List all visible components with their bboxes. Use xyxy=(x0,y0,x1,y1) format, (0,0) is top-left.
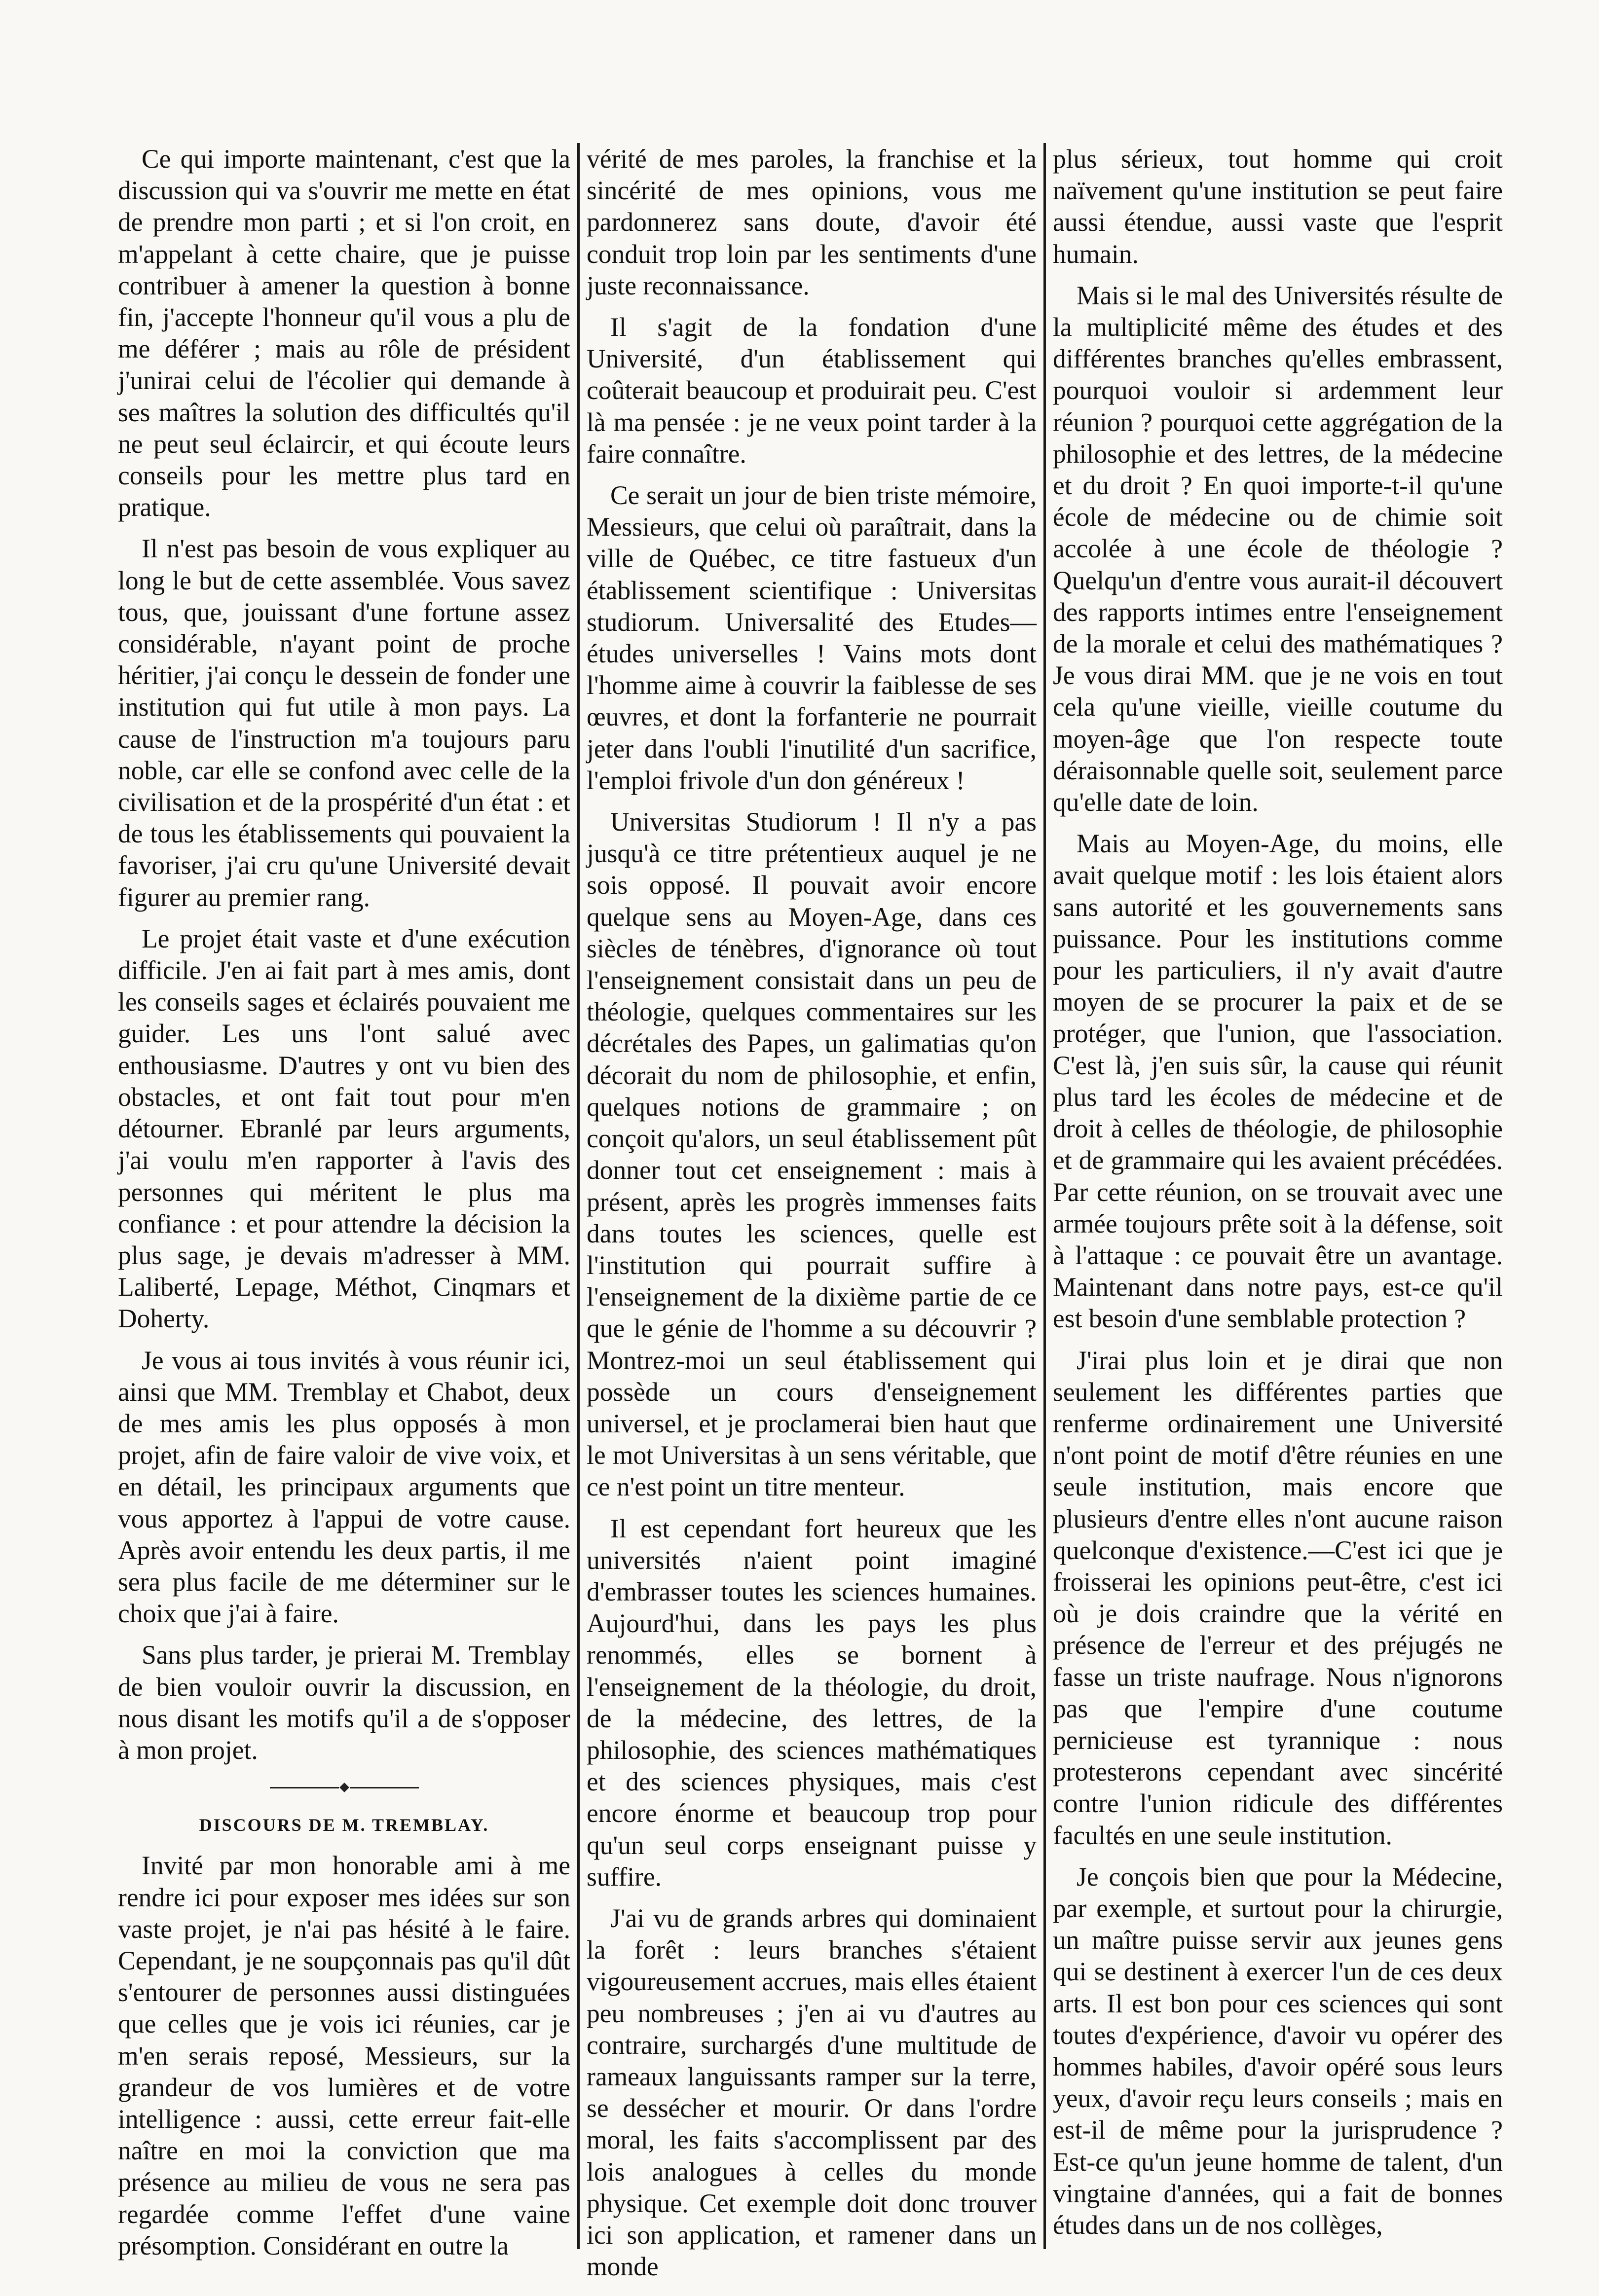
section-heading: DISCOURS DE M. TREMBLAY. xyxy=(199,1815,489,1835)
paragraph: Je conçois bien que pour la Médecine, par exemple, et surtout pour la chirurgie, un maître puisse servir aux jeunes gens qui se destinent à exercer l'un de ces deux arts. Il est bon pour ces sciences qui sont toutes d'expérience, d'avoir vu opérer des hommes habiles, d'avoir opéré sous leurs yeux, d'avoir reçu leurs conseils ; mais en est-il de même pour la jurisprudence ? Est-ce qu'un jeune homme de talent, d'un vingtaine d'années, qui a fait de bonnes études dans un de nos collèges, xyxy=(1053,1861,1503,2240)
section-divider xyxy=(118,1783,570,1792)
paragraph: Ce qui importe maintenant, c'est que la discussion qui va s'ouvrir me mette en état de prendre mon parti ; et si l'on croit, en m'appelant à cette chaire, que je puisse contribuer à amener la question à bonne fin, j'accepte l'honneur qu'il vous a plu de me déférer ; mais au rôle de président j'unirai celui de l'écolier qui demande à ses maîtres la solution des difficultés qu'il ne peut seul éclaircir, et qui écoute leurs conseils pour les mettre plus tard en pratique. xyxy=(118,144,570,522)
text-columns xyxy=(111,143,1542,2282)
paragraph: vérité de mes paroles, la franchise et la sincérité de mes opinions, vous me pardonnerez sans doute, d'avoir été conduit trop loin par les sentiments d'une juste reconnaissance. xyxy=(587,144,1037,300)
paragraph: Ce serait un jour de bien triste mémoire, Messieurs, que celui où paraîtrait, dans la ville de Québec, ce titre fastueux d'un établissement scientifique : Universitas studiorum. Universalité des Etudes— études universelles ! Vains mots dont l'homme aime à couvrir la faiblesse de ses œuvres, et dont la forfanterie ne pourrait jeter dans l'oubli l'inutilité d'un sacrifice, l'emploi frivole d'un don généreux ! xyxy=(587,480,1037,795)
paragraph: Il s'agit de la fondation d'une Université, d'un établissement qui coûterait beaucoup et produirait peu. C'est là ma pensée : je ne veux point tarder à la faire connaître. xyxy=(587,312,1037,469)
column-middle xyxy=(577,143,1043,2282)
paragraph: Il n'est pas besoin de vous expliquer au long le but de cette assemblée. Vous savez tous, que, jouissant d'une fortune assez considérable, n'ayant point de proche héritier, j'ai conçu le dessein de fonder une institution qui fut utile à mon pays. La cause de l'instruction m'a toujours paru noble, car elle se confond avec celle de la civilisation et de la prospérité d'un état : et de tous les établissements qui pouvaient la favoriser, j'ai cru qu'une Université devait figurer au premier rang. xyxy=(118,534,570,912)
paragraph: Invité par mon honorable ami à me rendre ici pour exposer mes idées sur son vaste projet, je n'ai pas hésité à le faire. Cependant, je ne soupçonnais pas qu'il dût s'entourer de personnes aussi distinguées que celles que je vois ici réunies, car je m'en serais reposé, Messieurs, sur la grandeur de vos lumières et de votre intelligence : aussi, cette erreur fait-elle naître en moi la conviction que ma présence au milieu de vous ne sera pas regardée comme l'effet d'une vaine présomption. Considérant en outre la xyxy=(118,1851,570,2260)
paragraph: Le projet était vaste et d'une exécution difficile. J'en ai fait part à mes amis, dont les conseils sages et éclairés pouvaient me guider. Les uns l'ont salué avec enthousiasme. D'autres y ont vu bien des obstacles, et ont fait tout pour m'en détourner. Ebranlé par leurs arguments, j'ai voulu m'en rapporter à l'avis des personnes qui méritent le plus ma confiance : et pour attendre la décision la plus sage, je devais m'adresser à MM. Laliberté, Lepage, Méthot, Cinqmars et Doherty. xyxy=(118,923,570,1334)
paragraph: Je vous ai tous invités à vous réunir ici, ainsi que MM. Tremblay et Chabot, deux de mes amis les plus opposés à mon projet, afin de faire valoir de vive voix, et en détail, les principaux arguments que vous apportez à l'appui de votre cause. Après avoir entendu les deux partis, il me sera plus facile de me déterminer sur le choix que j'ai à faire. xyxy=(118,1345,570,1629)
column-right xyxy=(1043,143,1510,2249)
paragraph: Sans plus tarder, je prierai M. Tremblay de bien vouloir ouvrir la discussion, en nous disant les motifs qu'il a de s'opposer à mon projet. xyxy=(118,1640,570,1765)
column-left xyxy=(111,143,577,2260)
diamond-ornament-icon xyxy=(339,1783,349,1792)
paragraph: Universitas Studiorum ! Il n'y a pas jusqu'à ce titre prétentieux auquel je ne sois opposé. Il pouvait avoir encore quelque sens au Moyen-Age, dans ces siècles de ténèbres, d'ignorance où tout l'enseignement consistait dans un peu de théologie, quelques commentaires sur les décrétales des Papes, un galimatias qu'on décorait du nom de philosophie, et enfin, quelques notions de grammaire ; on conçoit qu'alors, un seul établissement pût donner tout cet enseignement : mais à présent, après les progrès immenses faits dans toutes les sciences, quelle est l'institution qui pourrait suffire à l'enseignement de la dixième partie de ce que le génie de l'homme a su découvrir ? Montrez-moi un seul établissement qui possède un cours d'enseignement universel, et je proclamerai bien haut que le mot Universitas à un sens véritable, que ce n'est point un titre menteur. xyxy=(587,807,1037,1502)
paragraph: J'ai vu de grands arbres qui dominaient la forêt : leurs branches s'étaient vigoureusement accrues, mais elles étaient peu nombreuses ; j'en ai vu d'autres au contraire, surchargés d'une multitude de rameaux languissants ramper sur la terre, se dessécher et mourir. Or dans l'ordre moral, les faits s'accomplissent par des lois analogues à celles du monde physique. Cet exemple doit donc trouver ici son application, et ramener dans un monde xyxy=(587,1903,1037,2282)
paragraph: plus sérieux, tout homme qui croit naïvement qu'une institution se peut faire aussi étendue, aussi vaste que l'esprit humain. xyxy=(1053,144,1503,269)
paragraph: Il est cependant fort heureux que les universités n'aient point imaginé d'embrasser toutes les sciences humaines. Aujourd'hui, dans les pays les plus renommés, elles se bornent à l'enseignement de la théologie, du droit, de la médecine, des lettres, de la philosophie, des sciences mathématiques et des sciences physiques, mais c'est encore énorme et beaucoup trop pour qu'un seul corps enseignant puisse y suffire. xyxy=(587,1513,1037,1892)
paragraph: Mais si le mal des Universités résulte de la multiplicité même des études et des différentes branches qu'elles embrassent, pourquoi vouloir si ardemment leur réunion ? pourquoi cette aggrégation de la philosophie et des lettres, de la médecine et du droit ? En quoi importe-t-il qu'une école de médecine ou de chimie soit accolée à une école de théologie ? Quelqu'un d'entre vous aurait-il découvert des rapports intimes entre l'enseignement de la morale et celui des mathématiques ? Je vous dirai MM. que je ne vois en tout cela qu'une vieille, vieille coutume du moyen-âge que l'on respecte toute déraisonnable quelle soit, seulement parce qu'elle date de loin. xyxy=(1053,280,1503,817)
paragraph: Mais au Moyen-Age, du moins, elle avait quelque motif : les lois étaient alors sans autorité et les gouvernements sans puissance. Pour les institutions comme pour les particuliers, il n'y avait d'autre moyen de se procurer la paix et de se protéger, que l'union, que l'association. C'est là, j'en suis sûr, la cause qui réunit plus tard les écoles de médecine et de droit à celles de théologie, de philosophie et de grammaire qui les avaient précédées. Par cette réunion, on se trouvait avec une armée toujours prête soit à la défense, soit à l'attaque : ce pouvait être un avantage. Maintenant dans notre pays, est-ce qu'il est besoin d'une semblable protection ? xyxy=(1053,829,1503,1334)
paragraph: J'irai plus loin et je dirai que non seulement les différentes parties que renferme ordinairement une Université n'ont point de motif d'être réunies en une seule institution, mais encore que plusieurs d'entre elles n'ont aucune raison quelconque d'existence.—C'est ici que je froisserai les opinions peut-être, c'est ici où je dois craindre que la vérité en présence de l'erreur et des préjugés ne fasse un triste naufrage. Nous n'ignorons pas que l'empire d'une coutume pernicieuse est tyrannique : nous protesterons cependant avec sincérité contre l'union ridicule des différentes facultés en une seule institution. xyxy=(1053,1345,1503,1850)
